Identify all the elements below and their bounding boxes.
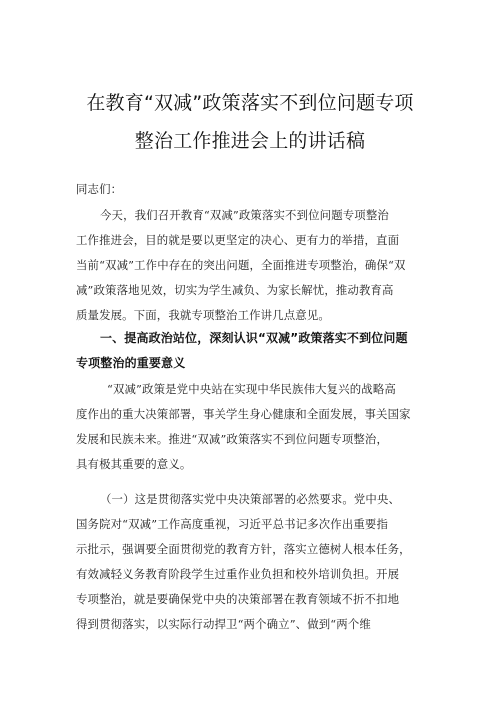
section-heading-line: 一、提高政治站位，深刻认识“双减”政策落实不到位问题 <box>100 331 408 345</box>
paragraph-2-line: 具有极其重要的意义。 <box>76 457 192 471</box>
paragraph-2-line: 发展和民族未来。推进“双减”政策落实不到位问题专项整治， <box>76 432 389 446</box>
paragraph-3-line: 示批示，强调要全面贯彻党的教育方针，落实立德树人根本任务， <box>76 542 411 556</box>
greeting: 同志们： <box>76 182 123 196</box>
paragraph-1-line: 质量发展。下面，我就专项整治工作讲几点意见。 <box>76 308 330 322</box>
paragraph-1-line: 减”政策落地见效，切实为学生减负、为家长解忧，推动教育高 <box>76 283 394 297</box>
section-heading-line: 专项整治的重要意义 <box>76 356 186 370</box>
paragraph-3-line: 国务院对“双减”工作高度重视，习近平总书记多次作出重要指 <box>76 517 389 531</box>
paragraph-2-line: “双减”政策是党中央站在实现中华民族伟大复兴的战略高 <box>107 382 396 396</box>
paragraph-3-line: 有效减轻义务教育阶段学生过重作业负担和校外培训负担。开展 <box>76 567 400 581</box>
document-title-line-1: 在教育“双减”政策落实不到位问题专项 <box>86 92 414 114</box>
paragraph-3-line: 得到贯彻落实，以实际行动捍卫“两个确立”、做到“两个维 <box>76 617 371 631</box>
paragraph-2-line: 度作出的重大决策部署，事关学生身心健康和全面发展，事关国家 <box>76 407 411 421</box>
paragraph-1-line: 今天，我们召开教育“双减”政策落实不到位问题专项整治 <box>100 208 389 222</box>
paragraph-1-line: 工作推进会，目的就是要以更坚定的决心、更有力的举措，直面 <box>76 233 400 247</box>
paragraph-3-line: （一）这是贯彻落实党中央决策部署的必然要求。党中央、 <box>100 492 401 506</box>
paragraph-1-line: 当前“双减”工作中存在的突出问题，全面推进专项整治，确保“双 <box>76 258 406 272</box>
document-title-line-2: 整治工作推进会上的讲话稿 <box>134 130 366 152</box>
paragraph-3-line: 专项整治，就是要确保党中央的决策部署在教育领域不折不扣地 <box>76 592 400 606</box>
